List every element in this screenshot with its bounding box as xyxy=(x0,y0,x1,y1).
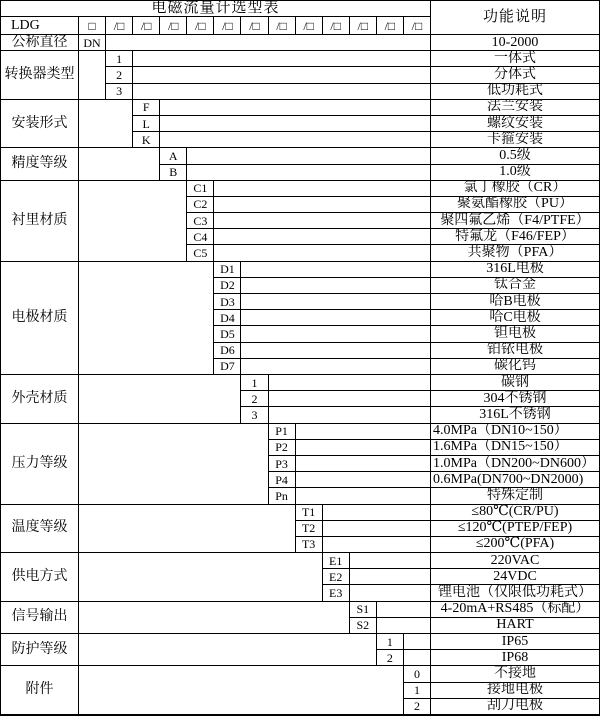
description-cell: 304不锈钢 xyxy=(431,391,599,407)
spacer-right-cell xyxy=(187,148,431,164)
spacer-right-cell xyxy=(241,343,431,359)
description-cell: 铂铱电极 xyxy=(431,343,599,359)
description-cell: 24VDC xyxy=(431,569,599,585)
code-cell: C5 xyxy=(187,245,214,261)
description-cell: 特氟龙（F46/FEP） xyxy=(431,229,599,245)
spacer-left-cell xyxy=(79,666,404,715)
code-cell: F xyxy=(133,100,160,116)
spacer-left-cell xyxy=(79,375,241,424)
code-cell: L xyxy=(133,116,160,132)
spacer-right-cell xyxy=(214,181,431,197)
model-code-box: /□ xyxy=(323,17,350,35)
code-cell: C3 xyxy=(187,213,214,229)
spacer-right-cell xyxy=(296,456,431,472)
code-cell: 1 xyxy=(241,375,268,391)
description-cell: 1.6MPa（DN15~150） xyxy=(431,440,599,456)
description-cell: 1.0级 xyxy=(431,165,599,181)
description-cell: 刮刀电极 xyxy=(431,699,599,715)
spacer-left-cell xyxy=(79,181,187,262)
model-code-box: /□ xyxy=(214,17,241,35)
code-cell: 1 xyxy=(404,683,431,699)
model-code-box: /□ xyxy=(241,17,268,35)
code-cell: E2 xyxy=(323,569,350,585)
spacer-right-cell xyxy=(106,35,431,51)
spacer-right-cell xyxy=(187,165,431,181)
description-cell: 10-2000 xyxy=(431,35,599,51)
model-code-box: /□ xyxy=(187,17,214,35)
code-cell: A xyxy=(160,148,187,164)
category-cell: 安装形式 xyxy=(1,100,79,149)
spacer-right-cell xyxy=(269,375,431,391)
spacer-left-cell xyxy=(79,262,214,375)
description-cell: ≤200℃(PFA) xyxy=(431,537,599,553)
description-cell: ≤80℃(CR/PU) xyxy=(431,505,599,521)
code-cell: P1 xyxy=(269,424,296,440)
code-cell: D2 xyxy=(214,278,241,294)
category-cell: 附件 xyxy=(1,666,79,715)
description-cell: 哈B电极 xyxy=(431,294,599,310)
model-code-box: /□ xyxy=(106,17,133,35)
spacer-right-cell xyxy=(241,278,431,294)
spacer-left-cell xyxy=(79,553,323,602)
code-cell: D3 xyxy=(214,294,241,310)
spacer-left-cell xyxy=(79,505,296,554)
table-title: 电磁流量计选型表 xyxy=(1,1,431,17)
description-cell: 4.0MPa（DN10~150） xyxy=(431,424,599,440)
category-cell: 外壳材质 xyxy=(1,375,79,424)
code-cell: 1 xyxy=(106,51,133,67)
category-cell: 信号输出 xyxy=(1,602,79,634)
code-cell: E1 xyxy=(323,553,350,569)
category-cell: 温度等级 xyxy=(1,505,79,554)
spacer-right-cell xyxy=(133,51,431,67)
description-cell: IP68 xyxy=(431,650,599,666)
description-cell: 接地电极 xyxy=(431,683,599,699)
spacer-right-cell xyxy=(404,634,431,650)
spacer-right-cell xyxy=(160,116,431,132)
code-cell: T3 xyxy=(296,537,323,553)
model-code-box: /□ xyxy=(404,17,431,35)
description-cell: ≤120℃(PTEP/FEP) xyxy=(431,521,599,537)
category-cell: 公称直径 xyxy=(1,35,79,51)
description-cell: 220VAC xyxy=(431,553,599,569)
description-cell: 0.5级 xyxy=(431,148,599,164)
category-cell: 防护等级 xyxy=(1,634,79,666)
spacer-left-cell xyxy=(79,424,269,505)
description-cell: 特殊定制 xyxy=(431,488,599,504)
code-cell: D7 xyxy=(214,359,241,375)
code-cell: S2 xyxy=(350,618,377,634)
description-cell: 聚氨酯橡胶（PU） xyxy=(431,197,599,213)
description-cell: 1.0MPa（DN200~DN600） xyxy=(431,456,599,472)
spacer-right-cell xyxy=(241,326,431,342)
spacer-right-cell xyxy=(404,650,431,666)
spacer-left-cell xyxy=(79,602,350,634)
model-code-box: /□ xyxy=(160,17,187,35)
spacer-right-cell xyxy=(350,553,431,569)
spacer-right-cell xyxy=(269,391,431,407)
spacer-right-cell xyxy=(296,424,431,440)
spacer-right-cell xyxy=(241,262,431,278)
description-cell: 碳钢 xyxy=(431,375,599,391)
description-cell: 聚四氟乙烯（F4/PTFE） xyxy=(431,213,599,229)
code-cell: DN xyxy=(79,35,106,51)
spacer-right-cell xyxy=(323,521,431,537)
code-cell: C4 xyxy=(187,229,214,245)
spacer-right-cell xyxy=(323,537,431,553)
spacer-right-cell xyxy=(350,569,431,585)
spacer-right-cell xyxy=(296,472,431,488)
description-cell: 碳化钨 xyxy=(431,359,599,375)
spacer-right-cell xyxy=(296,488,431,504)
category-cell: 转换器类型 xyxy=(1,51,79,100)
spacer-right-cell xyxy=(214,213,431,229)
code-cell: 0 xyxy=(404,666,431,682)
description-cell: 4-20mA+RS485（标配） xyxy=(431,602,599,618)
spacer-right-cell xyxy=(269,407,431,423)
spacer-right-cell xyxy=(241,310,431,326)
spacer-right-cell xyxy=(241,359,431,375)
model-code-box: /□ xyxy=(133,17,160,35)
code-cell: D6 xyxy=(214,343,241,359)
code-cell: T2 xyxy=(296,521,323,537)
spacer-right-cell xyxy=(377,602,431,618)
code-cell: Pn xyxy=(269,488,296,504)
spacer-left-cell xyxy=(79,51,106,100)
description-cell: 共聚物（PFA） xyxy=(431,245,599,261)
code-cell: P2 xyxy=(269,440,296,456)
description-cell: 钛合金 xyxy=(431,278,599,294)
code-cell: 2 xyxy=(404,699,431,715)
description-cell: 0.6MPa(DN700~DN2000) xyxy=(431,472,599,488)
spacer-right-cell xyxy=(241,294,431,310)
model-code-box: /□ xyxy=(296,17,323,35)
spacer-left-cell xyxy=(79,148,160,180)
code-cell: 1 xyxy=(377,634,404,650)
description-cell: IP65 xyxy=(431,634,599,650)
category-cell: 电极材质 xyxy=(1,262,79,375)
model-code-box: /□ xyxy=(269,17,296,35)
code-cell: 2 xyxy=(377,650,404,666)
description-cell: 316L不锈钢 xyxy=(431,407,599,423)
spacer-right-cell xyxy=(323,505,431,521)
code-cell: D5 xyxy=(214,326,241,342)
code-cell: T1 xyxy=(296,505,323,521)
spacer-right-cell xyxy=(377,618,431,634)
description-cell: 法兰安装 xyxy=(431,100,599,116)
code-cell: K xyxy=(133,132,160,148)
description-cell: 哈C电极 xyxy=(431,310,599,326)
spacer-right-cell xyxy=(214,245,431,261)
code-cell: B xyxy=(160,165,187,181)
spacer-right-cell xyxy=(160,132,431,148)
code-cell: S1 xyxy=(350,602,377,618)
description-cell: 钽电极 xyxy=(431,326,599,342)
description-cell: 分体式 xyxy=(431,67,599,83)
spacer-right-cell xyxy=(214,197,431,213)
code-cell: E3 xyxy=(323,585,350,601)
category-cell: 精度等级 xyxy=(1,148,79,180)
description-cell: 不接地 xyxy=(431,666,599,682)
category-cell: 供电方式 xyxy=(1,553,79,602)
spacer-right-cell xyxy=(133,67,431,83)
code-cell: P3 xyxy=(269,456,296,472)
description-cell: 锂电池（仅限低功耗式） xyxy=(431,585,599,601)
spacer-right-cell xyxy=(160,100,431,116)
description-cell: HART xyxy=(431,618,599,634)
description-cell: 螺纹安装 xyxy=(431,116,599,132)
description-cell: 卡箍安装 xyxy=(431,132,599,148)
model-code-box: /□ xyxy=(377,17,404,35)
model-code-box: /□ xyxy=(350,17,377,35)
spacer-right-cell xyxy=(214,229,431,245)
code-cell: C2 xyxy=(187,197,214,213)
spacer-right-cell xyxy=(296,440,431,456)
category-cell: 衬里材质 xyxy=(1,181,79,262)
function-description-header: 功能说明 xyxy=(431,1,599,35)
category-cell: 压力等级 xyxy=(1,424,79,505)
code-cell: C1 xyxy=(187,181,214,197)
description-cell: 一体式 xyxy=(431,51,599,67)
code-cell: 3 xyxy=(106,84,133,100)
spacer-right-cell xyxy=(133,84,431,100)
code-cell: 2 xyxy=(241,391,268,407)
description-cell: 氯丁橡胶（CR） xyxy=(431,181,599,197)
code-cell: 2 xyxy=(106,67,133,83)
code-cell: D1 xyxy=(214,262,241,278)
model-prefix-cell: LDG xyxy=(1,17,79,35)
spacer-left-cell xyxy=(79,100,133,149)
description-cell: 低功耗式 xyxy=(431,84,599,100)
spacer-left-cell xyxy=(79,634,377,666)
code-cell: D4 xyxy=(214,310,241,326)
code-cell: 3 xyxy=(241,407,268,423)
description-cell: 316L电极 xyxy=(431,262,599,278)
model-code-box: □ xyxy=(79,17,106,35)
spacer-right-cell xyxy=(350,585,431,601)
code-cell: P4 xyxy=(269,472,296,488)
